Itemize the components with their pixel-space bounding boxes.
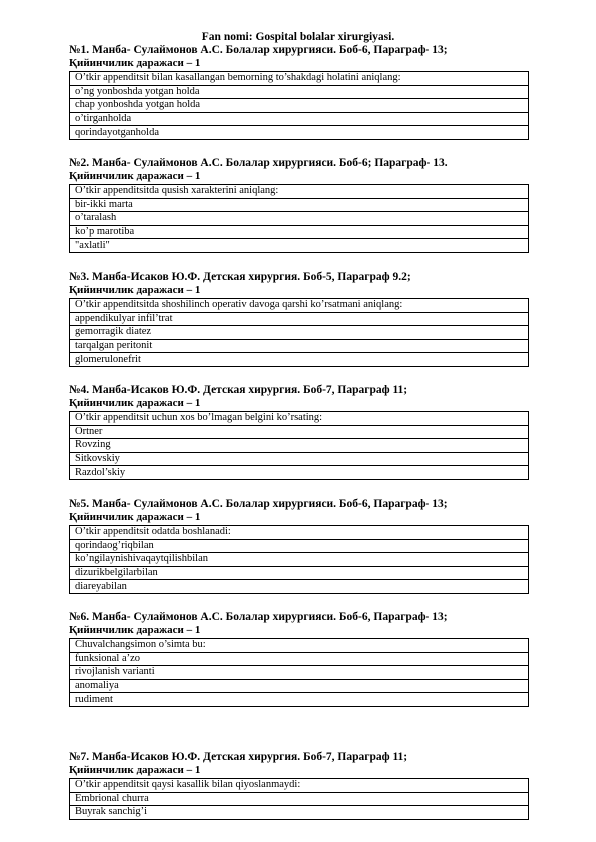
answer-option: Rovzing — [70, 439, 529, 453]
question-3 — [69, 271, 529, 367]
answer-option: ko’p marotiba — [70, 225, 529, 239]
answer-option: rivojlanish varianti — [70, 666, 529, 680]
question-5 — [69, 498, 529, 594]
answer-option: qorindaog’riqbilan — [70, 539, 529, 553]
question-prompt: O’tkir appenditsitda qusish xarakterini aniqlang: — [70, 185, 529, 199]
answer-option: ko’ngilaynishivaqaytqilishbilan — [70, 553, 529, 567]
answer-table — [69, 71, 529, 140]
answer-option: gemorragik diatez — [70, 326, 529, 340]
question-prompt: Chuvalchangsimon o’simta bu: — [70, 639, 529, 653]
answer-table — [69, 778, 529, 820]
answer-option: rudiment — [70, 693, 529, 707]
question-prompt: O’tkir appenditsit odatda boshlanadi: — [70, 526, 529, 540]
difficulty-level: Қийинчилик даражаси – 1 — [69, 284, 201, 296]
question-6 — [69, 611, 529, 707]
question-header: №3. Манба-Исаков Ю.Ф. Детская хирургия. Боб-5, Параграф 9.2; — [69, 271, 411, 283]
answer-option: qorindayotganholda — [70, 126, 529, 140]
difficulty-level: Қийинчилик даражаси – 1 — [69, 57, 201, 69]
answer-option: o’tirganholda — [70, 112, 529, 126]
answer-option: appendikulyar infil’trat — [70, 312, 529, 326]
difficulty-level: Қийинчилик даражаси – 1 — [69, 624, 201, 636]
answer-option: Sitkovskiy — [70, 452, 529, 466]
question-2 — [69, 157, 529, 253]
answer-option: tarqalgan peritonit — [70, 339, 529, 353]
question-header: №6. Манба- Сулаймонов А.С. Болалар хирургияси. Боб-6, Параграф- 13; — [69, 611, 448, 623]
question-header: №7. Манба-Исаков Ю.Ф. Детская хирургия. Боб-7, Параграф 11; — [69, 751, 408, 763]
difficulty-level: Қийинчилик даражаси – 1 — [69, 511, 201, 523]
answer-option: diareyabilan — [70, 580, 529, 594]
answer-option: o’ng yonboshda yotgan holda — [70, 85, 529, 99]
question-header: №1. Манба- Сулаймонов А.С. Болалар хирургияси. Боб-6, Параграф- 13; — [69, 44, 448, 56]
answer-option: Razdol’skiy — [70, 466, 529, 480]
answer-option: bir-ikki marta — [70, 198, 529, 212]
question-header: №2. Манба- Сулаймонов А.С. Болалар хирургияси. Боб-6; Параграф- 13. — [69, 157, 448, 169]
question-header: №5. Манба- Сулаймонов А.С. Болалар хирургияси. Боб-6, Параграф- 13; — [69, 498, 448, 510]
answer-option: Buyrak sanchig’i — [70, 806, 529, 820]
answer-option: anomaliya — [70, 679, 529, 693]
answer-table — [69, 411, 529, 480]
answer-option: glomerulonefrit — [70, 353, 529, 367]
answer-table — [69, 298, 529, 367]
document-title: Fan nomi: Gospital bolalar xirurgiyasi. — [201, 31, 395, 43]
difficulty-level: Қийинчилик даражаси – 1 — [69, 170, 201, 182]
answer-option: chap yonboshda yotgan holda — [70, 99, 529, 113]
answer-table — [69, 638, 529, 707]
answer-option: "axlatli" — [70, 239, 529, 253]
question-1 — [69, 44, 529, 140]
question-header: №4. Манба-Исаков Ю.Ф. Детская хирургия. Боб-7, Параграф 11; — [69, 384, 408, 396]
answer-table — [69, 525, 529, 594]
difficulty-level: Қийинчилик даражаси – 1 — [69, 397, 201, 409]
question-prompt: O’tkir appenditsitda shoshilinch operativ davoga qarshi ko’rsatmani aniqlang: — [70, 299, 529, 313]
question-prompt: O’tkir appenditsit uchun xos bo’lmagan belgini ko’rsating: — [70, 412, 529, 426]
answer-option: Embrional churra — [70, 792, 529, 806]
answer-option: o’taralash — [70, 212, 529, 226]
answer-option: Ortner — [70, 425, 529, 439]
question-7 — [69, 751, 529, 820]
question-prompt: O’tkir appenditsit qaysi kasallik bilan qiyoslanmaydi: — [70, 779, 529, 793]
question-4 — [69, 384, 529, 480]
question-prompt: O’tkir appenditsit bilan kasallangan bemorning to’shakdagi holatini aniqlang: — [70, 72, 529, 86]
answer-option: dizurikbelgilarbilan — [70, 566, 529, 580]
difficulty-level: Қийинчилик даражаси – 1 — [69, 764, 201, 776]
answer-option: funksional a’zo — [70, 652, 529, 666]
answer-table — [69, 184, 529, 253]
